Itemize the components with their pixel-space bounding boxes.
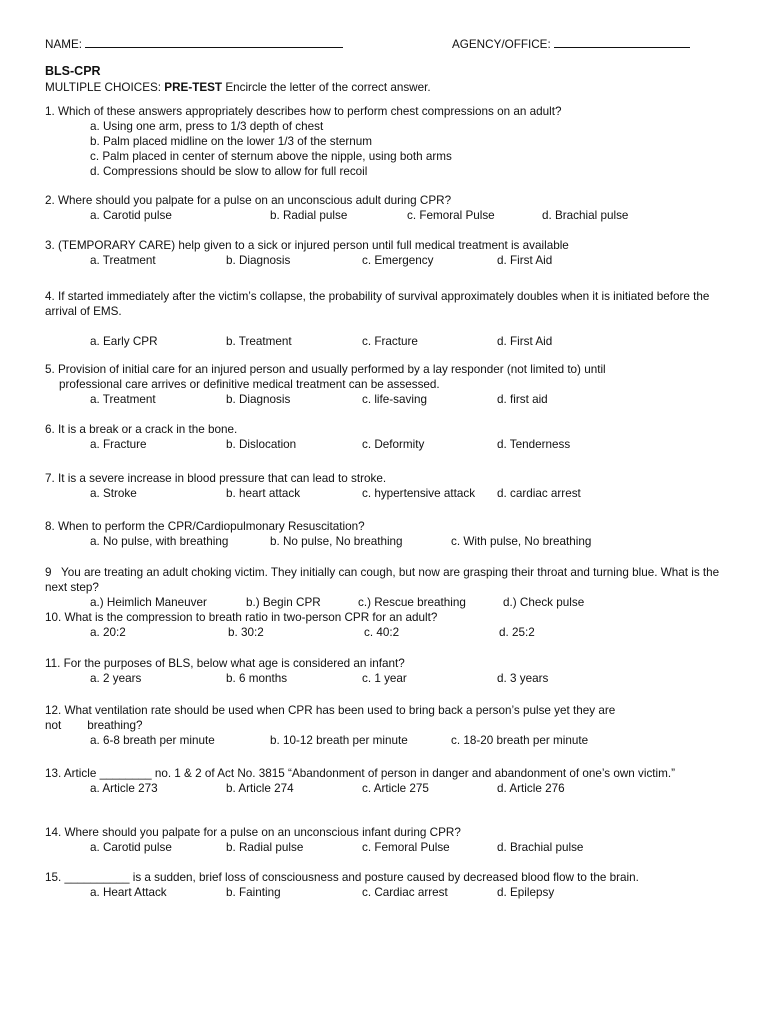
agency-blank: [554, 37, 690, 48]
option-b: b. Radial pulse: [270, 209, 348, 222]
question-3: [45, 238, 725, 268]
option-c: c. 1 year: [362, 672, 407, 685]
option-a: a. Carotid pulse: [90, 209, 172, 222]
option-d: d. Epilepsy: [497, 886, 555, 899]
option-a: a. No pulse, with breathing: [90, 535, 229, 548]
options-row: [45, 534, 725, 549]
question-text: 3. (TEMPORARY CARE) help given to a sick or injured person until full medical treatment is available: [45, 239, 569, 252]
option-a: a. 2 years: [90, 672, 142, 685]
option-b: b. Dislocation: [226, 438, 297, 451]
option-b: b. Fainting: [226, 886, 281, 899]
option-b: b. heart attack: [226, 487, 301, 500]
option-a: a. Fracture: [90, 438, 147, 451]
option-d: d. first aid: [497, 393, 548, 406]
question-15: [45, 870, 725, 900]
question-6: [45, 422, 725, 452]
option-c: c. Palm placed in center of sternum above the nipple, using both arms: [90, 150, 452, 163]
instructions-rest: Encircle the letter of the correct answer.: [222, 81, 431, 94]
question-12: [45, 703, 725, 748]
question-2: [45, 193, 725, 223]
option-b: b. Diagnosis: [226, 254, 291, 267]
option-d: d. Compressions should be slow to allow for full recoil: [90, 165, 368, 178]
options-row: [45, 208, 725, 223]
question-text: 8. When to perform the CPR/Cardiopulmonary Resuscitation?: [45, 520, 365, 533]
question-text-line2: professional care arrives or definitive medical treatment can be assessed.: [59, 378, 440, 391]
option-b: b. Radial pulse: [226, 841, 304, 854]
question-text-line1: 12. What ventilation rate should be used when CPR has been used to bring back a person’s pulse yet they are: [45, 704, 616, 717]
question-1: [45, 104, 725, 179]
options-row: [45, 486, 725, 501]
question-text-line2: [45, 718, 725, 733]
option-b: b. 6 months: [226, 672, 288, 685]
option-d: d. 3 years: [497, 672, 549, 685]
option-c: c. 40:2: [364, 626, 400, 639]
option-a: a. 6-8 breath per minute: [90, 734, 215, 747]
document-title: BLS-CPR: [45, 64, 101, 78]
option-c: c. life-saving: [362, 393, 427, 406]
question-4: [45, 289, 725, 349]
agency-field: [452, 37, 690, 52]
options-row: [45, 625, 725, 640]
option-a: a. Using one arm, press to 1/3 depth of chest: [90, 120, 324, 133]
option-c: c. With pulse, No breathing: [451, 535, 592, 548]
options-row: [45, 595, 725, 610]
question-text: 1. Which of these answers appropriately describes how to perform chest compressions on an adult?: [45, 105, 562, 118]
question-text: 13. Article ________ no. 1 & 2 of Act No. 3815 “Abandonment of person in danger and abandonment of one’s own victim.”: [45, 767, 676, 780]
instructions-prefix: MULTIPLE CHOICES:: [45, 81, 165, 94]
name-label: NAME:: [45, 38, 83, 51]
option-a: a. Stroke: [90, 487, 137, 500]
options-row: [45, 671, 725, 686]
question-number: 9: [45, 566, 52, 579]
question-9: [45, 565, 725, 610]
name-blank: [85, 37, 343, 48]
option-d: d. Tenderness: [497, 438, 571, 451]
option-c: c. 18-20 breath per minute: [451, 734, 589, 747]
option-a: a. Treatment: [90, 393, 156, 406]
question-text-line1: 5. Provision of initial care for an injured person and usually performed by a lay responder (not limited to) until: [45, 363, 606, 376]
option-b: b. 10-12 breath per minute: [270, 734, 408, 747]
question-text-not: not: [45, 719, 62, 732]
option-b: b. Diagnosis: [226, 393, 291, 406]
options-row: [45, 781, 725, 796]
question-text: 10. What is the compression to breath ratio in two-person CPR for an adult?: [45, 611, 438, 624]
options-row: [45, 334, 725, 349]
option-b: b. Treatment: [226, 335, 292, 348]
agency-label: AGENCY/OFFICE:: [452, 38, 551, 51]
option-a: a.) Heimlich Maneuver: [90, 596, 207, 609]
option-c: c. Femoral Pulse: [362, 841, 450, 854]
question-5: [45, 362, 725, 407]
question-text: 7. It is a severe increase in blood pressure that can lead to stroke.: [45, 472, 387, 485]
question-text-breathing: breathing?: [87, 719, 143, 732]
instructions-pretest: PRE-TEST: [164, 81, 223, 94]
option-a: a. Heart Attack: [90, 886, 167, 899]
instructions: [45, 80, 431, 95]
option-c: c. Emergency: [362, 254, 434, 267]
options-row: [45, 437, 725, 452]
option-d: d. cardiac arrest: [497, 487, 581, 500]
option-d: d. 25:2: [499, 626, 535, 639]
name-field: [45, 37, 343, 52]
option-b: b. No pulse, No breathing: [270, 535, 403, 548]
option-c: c.) Rescue breathing: [358, 596, 466, 609]
question-7: [45, 471, 725, 501]
question-13: [45, 766, 725, 796]
question-text: 15. __________ is a sudden, brief loss of consciousness and posture caused by decreased blood flow to the brain.: [45, 871, 639, 884]
question-14: [45, 825, 725, 855]
question-text: 4. If started immediately after the victim’s collapse, the probability of survival approximately doubles when it is initiated before the arrival of EMS.: [45, 290, 710, 318]
question-11: [45, 656, 725, 686]
question-body: You are treating an adult choking victim. They initially can cough, but now are grasping their throat and turning blue. What is the next step?: [45, 566, 720, 594]
option-d: d. Brachial pulse: [542, 209, 629, 222]
option-b: b. 30:2: [228, 626, 264, 639]
options-row: [45, 392, 725, 407]
question-text: 6. It is a break or a crack in the bone.: [45, 423, 238, 436]
option-c: c. Deformity: [362, 438, 425, 451]
option-d: d.) Check pulse: [503, 596, 585, 609]
options-row: [45, 885, 725, 900]
question-text: 2. Where should you palpate for a pulse on an unconscious adult during CPR?: [45, 194, 452, 207]
option-c: c. hypertensive attack: [362, 487, 476, 500]
question-text: 11. For the purposes of BLS, below what age is considered an infant?: [45, 657, 405, 670]
options-row: [45, 840, 725, 855]
question-text: 14. Where should you palpate for a pulse on an unconscious infant during CPR?: [45, 826, 461, 839]
option-c: c. Cardiac arrest: [362, 886, 448, 899]
option-a: a. Article 273: [90, 782, 158, 795]
option-a: a. Early CPR: [90, 335, 158, 348]
options-row: [45, 733, 725, 748]
option-a: a. Treatment: [90, 254, 156, 267]
option-c: c. Article 275: [362, 782, 429, 795]
question-8: [45, 519, 725, 549]
option-d: d. Brachial pulse: [497, 841, 584, 854]
option-b: b. Palm placed midline on the lower 1/3 of the sternum: [90, 135, 372, 148]
option-c: c. Femoral Pulse: [407, 209, 495, 222]
option-b: b. Article 274: [226, 782, 294, 795]
option-d: d. First Aid: [497, 254, 553, 267]
option-c: c. Fracture: [362, 335, 418, 348]
option-d: d. First Aid: [497, 335, 553, 348]
option-a: a. Carotid pulse: [90, 841, 172, 854]
option-b: b.) Begin CPR: [246, 596, 321, 609]
options-row: [45, 253, 725, 268]
question-10: [45, 610, 725, 640]
option-d: d. Article 276: [497, 782, 565, 795]
option-a: a. 20:2: [90, 626, 126, 639]
question-text: [45, 565, 725, 595]
